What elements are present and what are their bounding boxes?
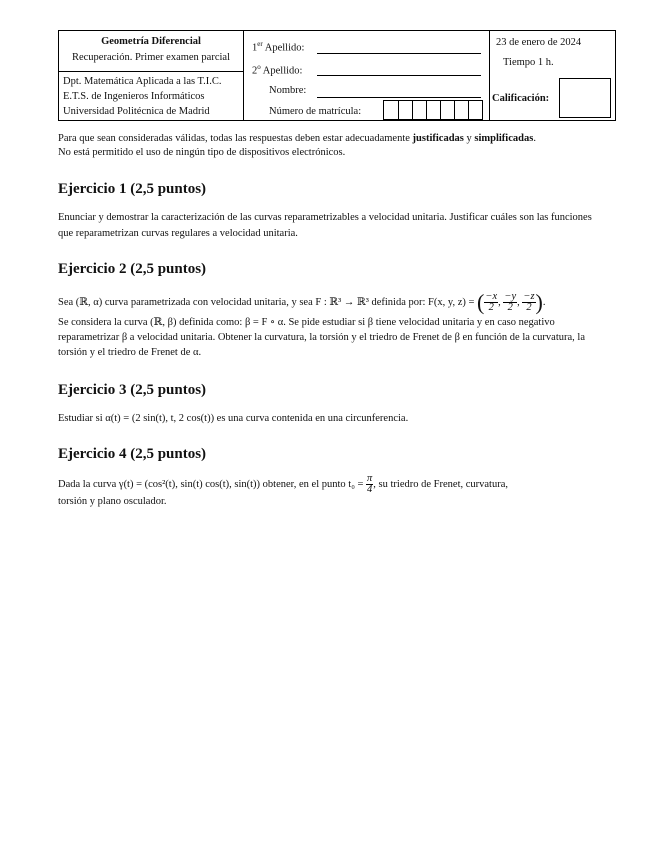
exam-header xyxy=(58,30,616,121)
exercise-4-body: Dada la curva γ(t) = (cos²(t), sin(t) cos(t), sin(t)) obtener, en el punto t₀ = $\frac{\pi}{4}$ , su triedro de Frenet, curvatura, xyxy=(58,473,508,495)
grade-box[interactable] xyxy=(559,78,611,118)
device-rule: No está permitido el uso de ningún tipo de dispositivos electrónicos. xyxy=(58,147,346,158)
dept-line: Dpt. Matemática Aplicada a las T.I.C. xyxy=(63,76,222,87)
exercise-2-title: Ejercicio 2 (2,5 puntos) xyxy=(58,261,207,277)
exercise-2-body: Sea (ℝ, α) curva parametrizada con velocidad unitaria, y sea F : ℝ³ → ℝ³ definida por: F(x, y, z) = ( $\frac{-x}{2}$ , $\frac{-y}{2}$ , $\frac{-z}{2}$ ). xyxy=(58,289,546,315)
enrollment-number-boxes[interactable] xyxy=(383,100,483,120)
school-line: E.T.S. de Ingenieros Informáticos xyxy=(63,91,205,102)
header-divider xyxy=(243,31,244,120)
first-surname-label: 1er Apellido: xyxy=(252,40,305,54)
instructions: Para que sean consideradas válidas, todas las respuestas deben estar adecuadamente justificadas y simplificadas. No está permitido el uso de ningún tipo de dispositivos electrónicos. xyxy=(58,133,536,158)
exam-subtitle: Recuperación. Primer examen parcial xyxy=(71,52,230,63)
enrollment-label: Número de matrícula: xyxy=(269,106,362,117)
exercise-4-body-continued: torsión y plano osculador. xyxy=(58,496,167,507)
exercise-1-title: Ejercicio 1 (2,5 puntos) xyxy=(58,181,207,197)
exercise-4-title: Ejercicio 4 (2,5 puntos) xyxy=(58,446,207,462)
exam-duration: Tiempo 1 h. xyxy=(503,57,554,68)
exercise-1-body: Enunciar y demostrar la caracterización de las curvas reparametrizables a velocidad unitaria. Justificar cuáles son las funciones que reparametrizan curvas regulares a velocidad unitaria. xyxy=(58,212,592,239)
header-divider xyxy=(59,71,243,72)
first-surname-field[interactable] xyxy=(317,53,481,54)
justified-emphasis: justificadas xyxy=(412,133,464,144)
exercise-2-body-continued: Se considera la curva (ℝ, β) definida como: β = F ∘ α. Se pide estudiar si β tiene velocidad unitaria y en caso negativo reparametrizar β a velocidad unitaria. Obtener la curvatura, la torsión y el triedro de Frenet de β en función de la curvatura, la torsión y el triedro de Frenet de α. xyxy=(58,317,585,358)
exam-date: 23 de enero de 2024 xyxy=(496,37,582,48)
second-surname-label: 2$^o$ Apellido: xyxy=(252,63,303,77)
exercise-3-body: Estudiar si α(t) = (2 sin(t), t, 2 cos(t)) es una curva contenida en una circunferencia. xyxy=(58,413,409,424)
course-title: Geometría Diferencial xyxy=(101,36,201,47)
grade-label: Calificación: xyxy=(492,93,550,104)
simplified-emphasis: simplificadas xyxy=(474,133,534,144)
second-surname-field[interactable] xyxy=(317,75,481,76)
university-line: Universidad Politécnica de Madrid xyxy=(63,106,210,117)
name-field[interactable] xyxy=(317,97,481,98)
header-divider xyxy=(489,31,490,120)
name-label: Nombre: xyxy=(269,85,307,96)
exercise-3-title: Ejercicio 3 (2,5 puntos) xyxy=(58,382,207,398)
